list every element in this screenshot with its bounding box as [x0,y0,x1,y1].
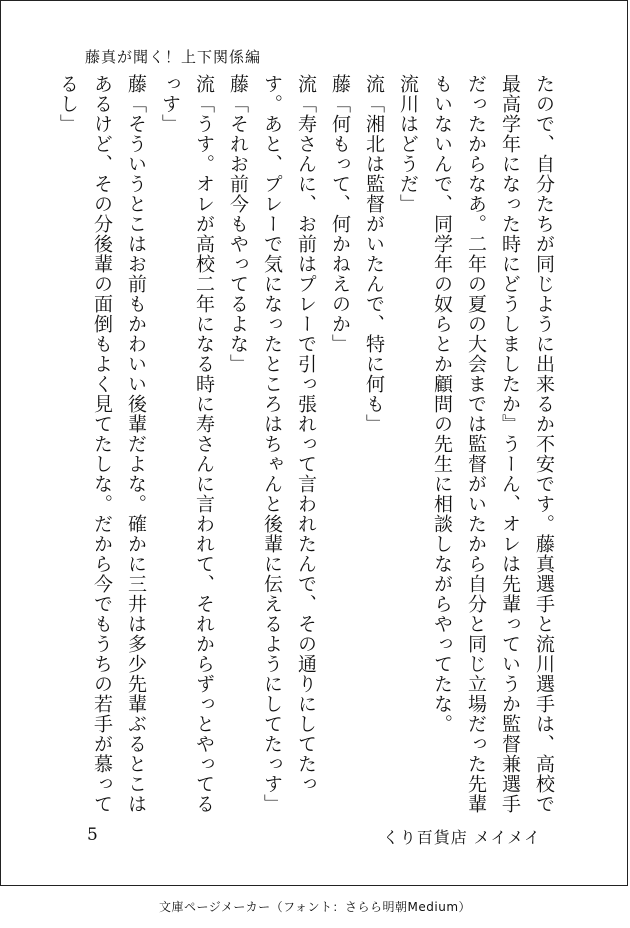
paragraph: 藤「何もって、何かねえのか」 [329,74,351,354]
paragraph: 流「寿さんに、お前はプレーで引っ張れって言われたんで、その通りにしてたっす。あと、プレーで気になったところはちゃんと後輩に伝えるようにしてたっす」 [261,74,317,814]
page-number: 5 [87,825,98,845]
paragraph: たので、自分たちが同じように出来るか不安です。藤真選手と流川選手は、高校で最高学年になった時にどうしましたか』うーん、オレは先輩っていうか監督兼選手だったからなあ。二年の夏の大会までは監督がいたから自分と同じ立場だった先輩もいないんで、同学年の奴らとか顧問の先生に相談しながらやってたな。 [431,74,555,814]
publisher-name: くり百貨店 メイメイ [382,828,541,847]
paragraph: 流「うす。オレが高校二年になる時に寿さんに言われて、それからずっとやってるっす」 [159,74,215,814]
paragraph: 流「湘北は監督がいたんで、特に何も」 [363,74,385,434]
paragraph: 藤「それお前今もやってるよな」 [227,74,249,374]
paragraph: 流川はどうだ」 [397,74,419,214]
maker-credit: 文庫ページメーカー（フォント：さらら明朝Medium） [158,900,472,914]
paragraph: 藤「そういうとこはお前もかわいい後輩だよな。確かに三井は多少先輩ぶるとこはあるけど、その分後輩の面倒もよく見てたしな。だから今でもうちの若手が慕ってるし」 [57,74,147,814]
vertical-body-text [57,74,561,814]
running-header-title: 藤真が聞く！上下関係編 [85,48,262,66]
